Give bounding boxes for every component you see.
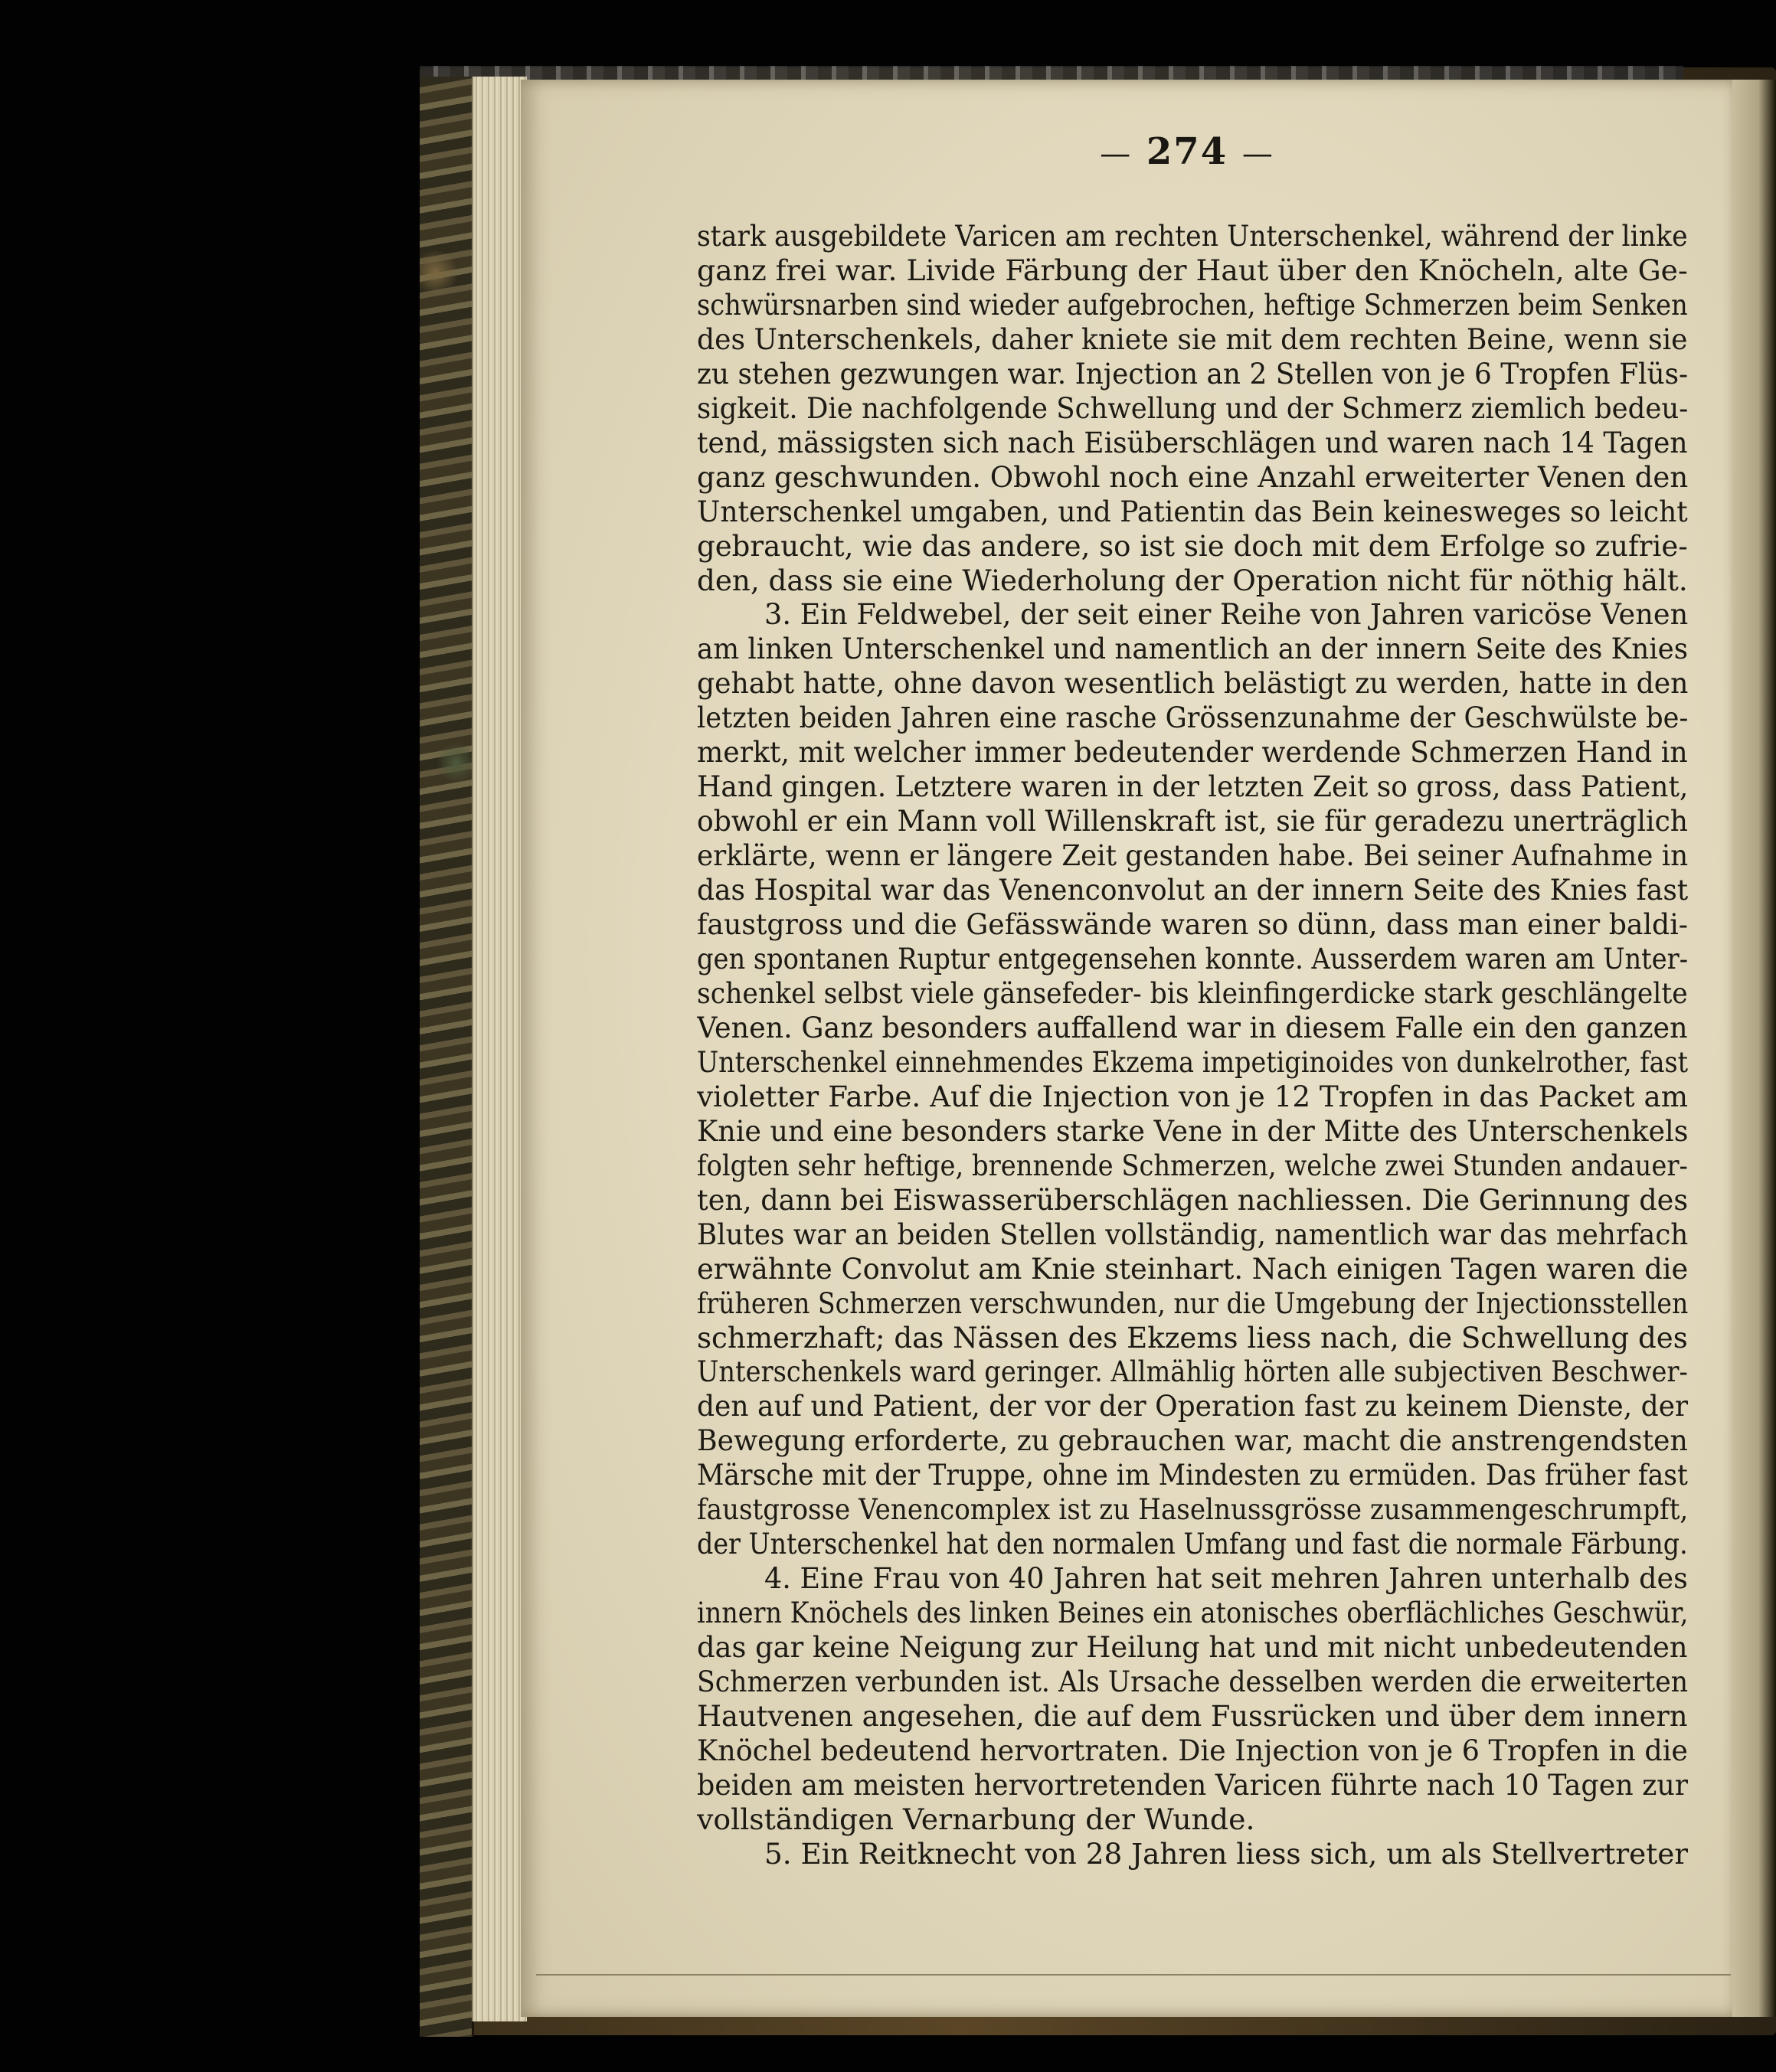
text-line: violetter Farbe. Auf die Injection von je 12 Tropfen in das Packet am	[697, 1079, 1688, 1113]
text-line: 4. Eine Frau von 40 Jahren hat seit mehren Jahren unterhalb des	[764, 1561, 1688, 1596]
text-line: innern Knöchels des linken Beines ein atonisches oberflächliches Geschwür,	[697, 1596, 1688, 1630]
text-line: schmerzhaft; das Nässen des Ekzems liess nach, die Schwellung des	[697, 1320, 1688, 1355]
text-line: Bewegung erforderte, zu gebrauchen war, macht die anstrengendsten	[697, 1423, 1688, 1458]
text-line: den auf und Patient, der vor der Operation fast zu keinem Dienste, der	[697, 1389, 1688, 1423]
body-text	[697, 219, 1688, 1871]
text-line: sigkeit. Die nachfolgende Schwellung und der Schmerz ziemlich bedeu-	[697, 391, 1688, 425]
text-line: Unterschenkel einnehmendes Ekzema impetiginoides von dunkelrother, fast	[697, 1044, 1688, 1079]
text-line: Unterschenkels ward geringer. Allmählig hörten alle subjectiven Beschwer-	[697, 1355, 1688, 1389]
text-line: am linken Unterschenkel und namentlich an der innern Seite des Knies	[697, 632, 1688, 666]
text-line: erwähnte Convolut am Knie steinhart. Nach einigen Tagen waren die	[697, 1251, 1688, 1286]
text-line: früheren Schmerzen verschwunden, nur die Umgebung der Injectionsstellen	[697, 1286, 1688, 1320]
text-line: ganz geschwunden. Obwohl noch eine Anzahl erweiterter Venen den	[697, 459, 1688, 494]
text-line: Schmerzen verbunden ist. Als Ursache desselben werden die erweiterten	[697, 1665, 1688, 1699]
book-top-edge	[420, 66, 1683, 81]
page-header	[1057, 130, 1317, 173]
header-dash-left: —	[1100, 136, 1133, 172]
text-line: faustgross und die Gefässwände waren so dünn, dass man einer baldi-	[697, 907, 1688, 942]
text-line: folgten sehr heftige, brennende Schmerzen, welche zwei Stunden andauer-	[697, 1148, 1688, 1182]
page-right-edge	[1732, 80, 1776, 2017]
text-line: schwürsnarben sind wieder aufgebrochen, heftige Schmerzen beim Senken	[697, 287, 1688, 322]
text-line: der Unterschenkel hat den normalen Umfang und fast die normale Färbung.	[697, 1527, 1688, 1561]
text-line: faustgrosse Venencomplex ist zu Haselnussgrösse zusammengeschrumpft,	[697, 1492, 1688, 1527]
text-line: Blutes war an beiden Stellen vollständig, namentlich war das mehrfach	[697, 1217, 1688, 1251]
text-line: zu stehen gezwungen war. Injection an 2 Stellen von je 6 Tropfen Flüs-	[697, 356, 1688, 391]
text-line: vollständigen Vernarbung der Wunde.	[697, 1802, 1255, 1836]
page-bottom-rule	[536, 1974, 1731, 1976]
text-line: erklärte, wenn er längere Zeit gestanden habe. Bei seiner Aufnahme in	[697, 838, 1688, 873]
text-line: gehabt hatte, ohne davon wesentlich belästigt zu werden, hatte in den	[697, 666, 1688, 701]
text-line: das gar keine Neigung zur Heilung hat und mit nicht unbedeutenden	[697, 1630, 1688, 1665]
text-line: obwohl er ein Mann voll Willenskraft ist, sie für geradezu unerträglich	[697, 804, 1688, 838]
text-line: ten, dann bei Eiswasserüberschlägen nachliessen. Die Gerinnung des	[697, 1182, 1688, 1217]
text-line: den, dass sie eine Wiederholung der Operation nicht für nöthig hält.	[697, 563, 1688, 597]
text-line: merkt, mit welcher immer bedeutender werdende Schmerzen Hand in	[697, 735, 1688, 770]
marbled-binding	[420, 77, 474, 2037]
text-line: 3. Ein Feldwebel, der seit einer Reihe von Jahren varicöse Venen	[764, 597, 1688, 632]
text-line: Märsche mit der Truppe, ohne im Mindesten zu ermüden. Das früher fast	[697, 1458, 1688, 1492]
text-line: Knöchel bedeutend hervortraten. Die Injection von je 6 Tropfen in die	[697, 1733, 1688, 1767]
page-number: 274	[1146, 130, 1228, 173]
text-line: Hautvenen angesehen, die auf dem Fussrücken und über dem innern	[697, 1698, 1688, 1733]
text-line: gebraucht, wie das andere, so ist sie doch mit dem Erfolge so zufrie-	[697, 528, 1688, 563]
page-stack-edge	[472, 77, 527, 2021]
text-line: beiden am meisten hervortretenden Varicen führte nach 10 Tagen zur	[697, 1767, 1688, 1802]
text-line: das Hospital war das Venenconvolut an der innern Seite des Knies fast	[697, 873, 1688, 907]
text-line: 5. Ein Reitknecht von 28 Jahren liess sich, um als Stellvertreter	[764, 1836, 1688, 1871]
text-line: stark ausgebildete Varicen am rechten Unterschenkel, während der linke	[697, 219, 1688, 253]
text-line: tend, mässigsten sich nach Eisüberschlägen und waren nach 14 Tagen	[697, 425, 1688, 459]
text-line: Knie und eine besonders starke Vene in der Mitte des Unterschenkels	[697, 1113, 1688, 1148]
text-line: Venen. Ganz besonders auffallend war in diesem Falle ein den ganzen	[697, 1010, 1688, 1044]
text-line: Hand gingen. Letztere waren in der letzten Zeit so gross, dass Patient,	[697, 770, 1688, 804]
text-line: gen spontanen Ruptur entgegensehen konnte. Ausserdem waren am Unter-	[697, 942, 1688, 976]
text-line: ganz frei war. Livide Färbung der Haut über den Knöcheln, alte Ge-	[697, 253, 1688, 287]
text-line: des Unterschenkels, daher kniete sie mit dem rechten Beine, wenn sie	[697, 322, 1688, 356]
header-dash-right: —	[1241, 136, 1274, 172]
text-line: schenkel selbst viele gänsefeder- bis kleinfingerdicke stark geschlängelte	[697, 976, 1688, 1010]
text-line: Unterschenkel umgaben, und Patientin das Bein keinesweges so leicht	[697, 494, 1688, 528]
text-line: letzten beiden Jahren eine rasche Grössenzunahme der Geschwülste be-	[697, 701, 1688, 735]
